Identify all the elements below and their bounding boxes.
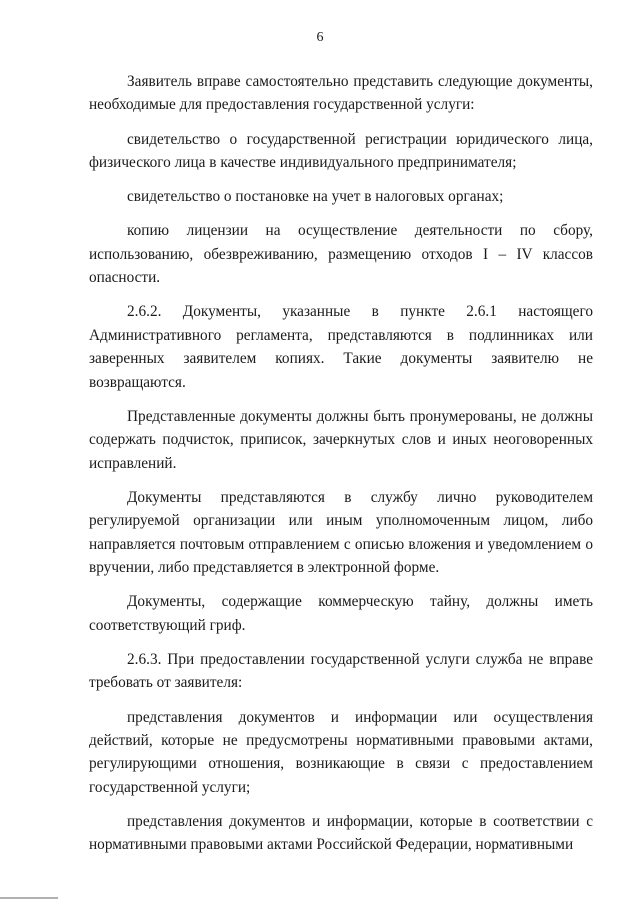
page-number: 6 <box>316 30 324 45</box>
paragraph-submission-methods: Документы представляются в службу лично руководителем регулируемой организации или иным уполномоченным лицом, либо направляется почтовым отправлением с описью вложения и уведомлением о вручении, либо представляется в электронной форме. <box>89 488 593 577</box>
paragraph-commercial-secret: Документы, содержащие коммерческую тайну, должны иметь соответствующий гриф. <box>89 593 593 634</box>
paragraph-2-6-3: 2.6.3. При предоставлении государственной услуги служба не вправе требовать от заявителя: <box>89 650 593 692</box>
scan-edge-mark <box>0 897 58 899</box>
paragraph-not-required-actions: представления документов и информации или осуществления действий, которые не предусмотрены нормативными правовыми актами, регулирующими отношения, возникающие в связи с предоставлением государственной услуги; <box>89 708 593 796</box>
paragraph-applicant-right: Заявитель вправе самостоятельно представить следующие документы, необходимые для предоставления государственной услуги: <box>89 73 593 114</box>
body-text <box>89 70 593 868</box>
paragraph-tax-certificate: свидетельство о постановке на учет в налоговых органах; <box>127 188 504 206</box>
paragraph-2-6-2: 2.6.2. Документы, указанные в пункте 2.6.1 настоящего Административного регламента, представляются в подлинниках или заверенных заявителем копиях. Такие документы заявителю не возвращаются. <box>89 303 593 391</box>
paragraph-registration-certificate: свидетельство о государственной регистрации юридического лица, физического лица в качестве индивидуального предпринимателя; <box>89 130 593 172</box>
paragraph-not-required-documents: представления документов и информации, которые в соответствии с нормативными правовыми актами Российской Федерации, нормативными <box>89 812 593 854</box>
paragraph-numbering-requirements: Представленные документы должны быть пронумерованы, не должны содержать подчисток, приписок, зачеркнутых слов и иных неоговоренных исправлений. <box>89 407 593 472</box>
paragraph-license-copy: копию лицензии на осуществление деятельности по сбору, использованию, обезвреживанию, размещению отходов I – IV классов опасности. <box>89 222 593 287</box>
